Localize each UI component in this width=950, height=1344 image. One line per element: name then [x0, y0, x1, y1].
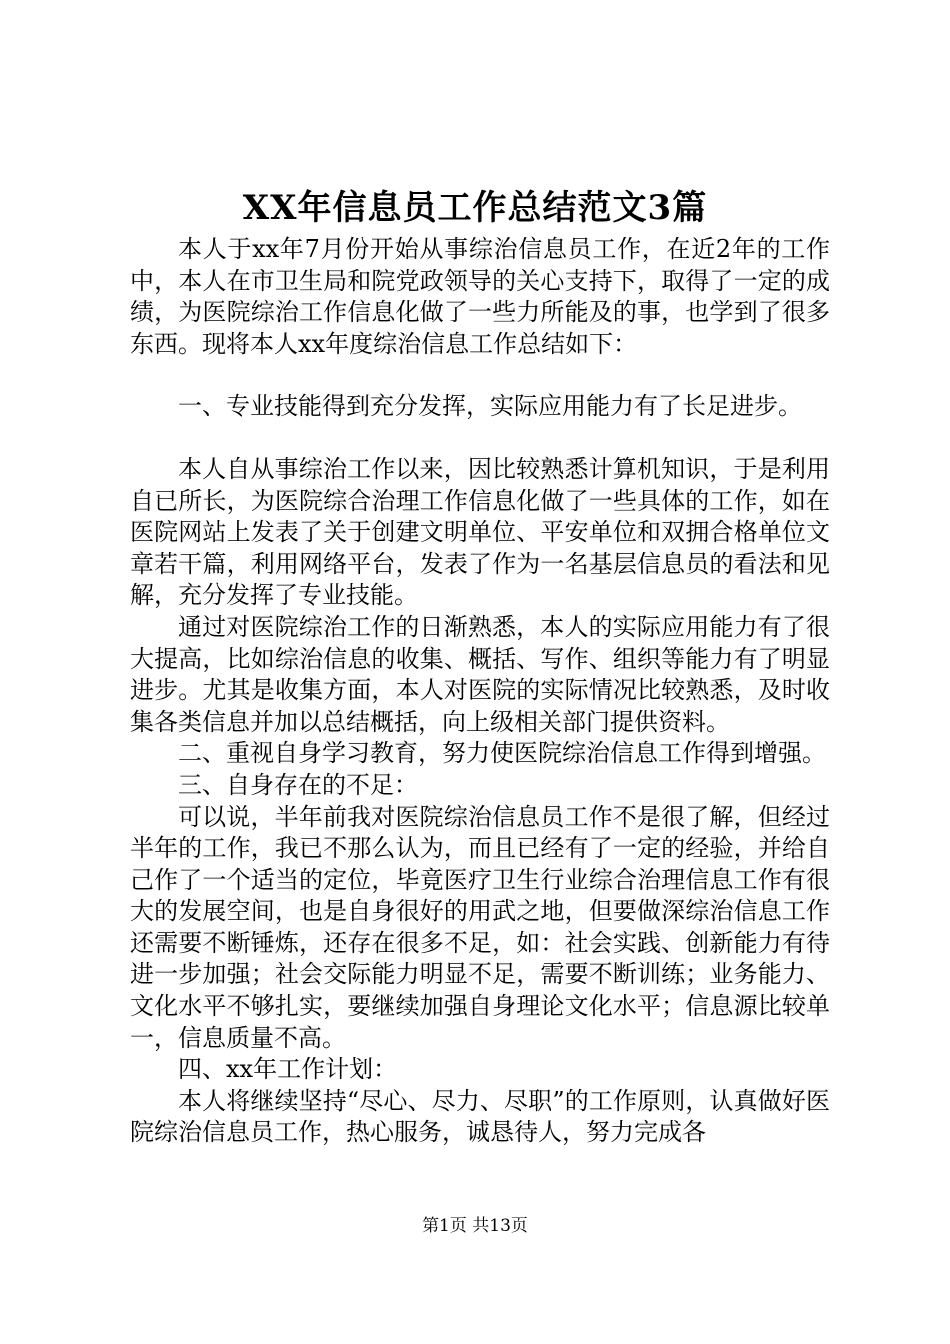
section-heading: 一、专业技能得到充分发挥，实际应用能力有了长足进步。 [178, 392, 802, 421]
document-body [130, 234, 830, 1149]
paragraph-gap [130, 360, 830, 391]
section-heading: 二、重视自身学习教育，努力使医院综治信息工作得到增强。 [178, 739, 826, 768]
paragraph: 通过对医院综治工作的日渐熟悉，本人的实际应用能力有了很大提高，比如综治信息的收集、概括、写作、组织等能力有了明显进步。尤其是收集方面，本人对医院的实际情况比较熟悉，及时收集各类信息并加以总结概括，向上级相关部门提供资料。 [130, 612, 830, 736]
paragraph: 可以说，半年前我对医院综治信息员工作不是很了解，但经过半年的工作，我已不那么认为，而且已经有了一定的经验，并给自己作了一个适当的定位，毕竟医疗卫生行业综合治理信息工作有很大的发展空间，也是自身很好的用武之地，但要做深综治信息工作还需要不断锤炼，还存在很多不足，如：社会实践、创新能力有待进一步加强；社会交际能力明显不足，需要不断训练；业务能力、文化水平不够扎实，要继续加强自身理论文化水平；信息源比较单一，信息质量不高。 [130, 802, 830, 1052]
paragraph-gap [130, 423, 830, 454]
paragraph: 本人自从事综治工作以来，因比较熟悉计算机知识，于是利用自已所长，为医院综合治理工作信息化做了一些具体的工作，如在医院网站上发表了关于创建文明单位、平安单位和双拥合格单位文章若干篇，利用网络平台，发表了作为一名基层信息员的看法和见解，充分发挥了专业技能。 [130, 454, 830, 610]
document-title: XX年信息员工作总结范文3篇 [242, 188, 708, 228]
section-heading: 四、xx年工作计划： [178, 1055, 398, 1084]
page-number-footer: 第1页 共13页 [422, 1216, 528, 1236]
paragraph: 本人将继续坚持“尽心、尽力、尽职”的工作原则，认真做好医院综治信息员工作，热心服务，诚恳待人，努力完成各 [130, 1086, 830, 1147]
paragraph: 本人于xx年7月份开始从事综治信息员工作，在近2年的工作中，本人在市卫生局和院党政领导的关心支持下，取得了一定的成绩，为医院综治工作信息化做了一些力所能及的事，也学到了很多东西。现将本人xx年度综治信息工作总结如下： [130, 235, 830, 358]
section-heading: 三、自身存在的不足： [178, 770, 418, 799]
